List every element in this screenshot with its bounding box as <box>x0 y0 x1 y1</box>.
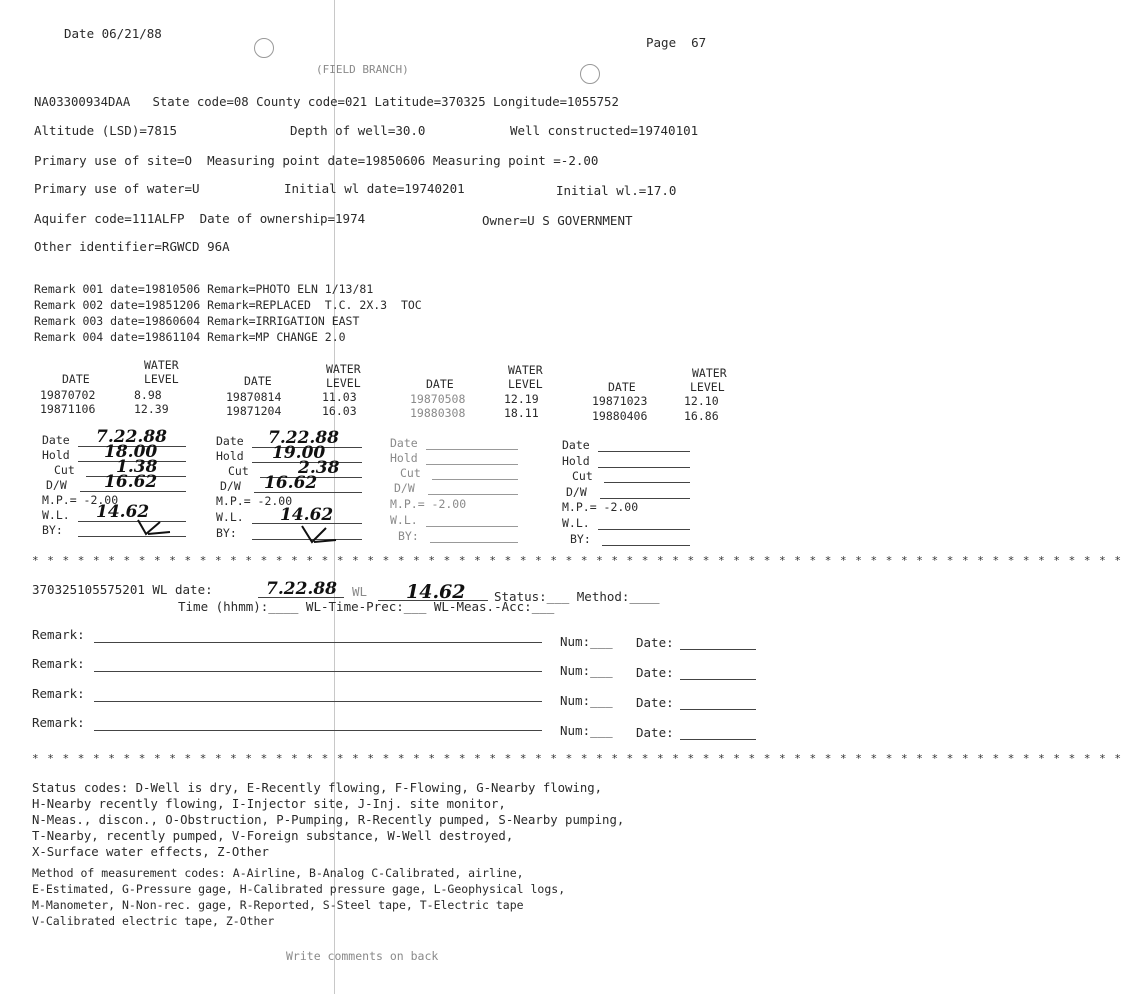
wl-date: 19880406 <box>592 409 648 423</box>
label-dw: D/W <box>46 478 67 492</box>
num-label: Num:___ <box>560 634 613 649</box>
remark-label: Remark: <box>32 686 85 701</box>
remark-line: Remark 003 date=19860604 Remark=IRRIGATION EAST <box>34 314 360 328</box>
label-hold: Hold <box>390 451 418 465</box>
num-label: Num:___ <box>560 663 613 678</box>
hw-wl: 14.62 <box>406 581 466 603</box>
wl-label: WL <box>352 584 368 599</box>
col-date: DATE <box>426 377 454 391</box>
wl-value: 11.03 <box>322 390 357 404</box>
wl-value: 12.39 <box>134 402 169 416</box>
col-level: LEVEL <box>326 376 361 390</box>
label-mp: M.P.= -2.00 <box>216 494 293 508</box>
hw-date: 7.22.88 <box>268 428 339 448</box>
col-water: WATER <box>326 362 361 376</box>
wl-value: 12.10 <box>684 394 719 408</box>
status-codes-5: X-Surface water effects, Z-Other <box>32 845 269 859</box>
label-mp: M.P.= -2.00 <box>390 497 467 511</box>
wl-date: 19870814 <box>226 390 282 404</box>
date-label: Date: <box>636 665 674 680</box>
remark-label: Remark: <box>32 715 85 730</box>
wl-value: 16.03 <box>322 404 357 418</box>
label-date: Date <box>42 433 70 447</box>
label-wl: W.L. <box>562 516 590 530</box>
site-line-1: NA03300934DAA State code=08 County code=021 Latitude=370325 Longitude=1055752 <box>34 95 619 109</box>
separator: * * * * * * * * * * * * * * * * * * * * * * * * * * * * * * * * * * * * * * * * * * * * * * * * * * * * * * * * * * * * * * * * * * * * * * * * <box>32 554 1122 567</box>
label-date: Date <box>390 436 418 450</box>
label-by: BY: <box>398 529 419 543</box>
label-by: BY: <box>216 526 237 540</box>
label-dw: D/W <box>566 485 587 499</box>
well-constructed: Well constructed=19740101 <box>510 123 699 138</box>
wl-date: 19870508 <box>410 392 466 406</box>
initial-wl: Initial wl.=17.0 <box>556 183 677 198</box>
punch-hole <box>254 38 274 58</box>
method-codes-3: M-Manometer, N-Non-rec. gage, R-Reported, S-Steel tape, T-Electric tape <box>32 898 524 912</box>
col-water: WATER <box>508 363 543 377</box>
label-wl: W.L. <box>390 513 418 527</box>
hw-cut: 1.38 <box>116 457 158 477</box>
owner: Owner=U S GOVERNMENT <box>482 213 633 228</box>
num-label: Num:___ <box>560 723 613 738</box>
primary-use-water: Primary use of water=U <box>34 181 200 196</box>
status-codes-2: H-Nearby recently flowing, I-Injector site, J-Inj. site monitor, <box>32 797 506 811</box>
hw-wl: 14.62 <box>96 502 150 522</box>
col-level: LEVEL <box>508 377 543 391</box>
remark-label: Remark: <box>32 656 85 671</box>
hw-wl-date: 7.22.88 <box>266 579 337 599</box>
wl-date: 19880308 <box>410 406 466 420</box>
separator: * * * * * * * * * * * * * * * * * * * * * * * * * * * * * * * * * * * * * * * * * * * * * * * * * * * * * * * * * * * * * * * * * * * * * * * * <box>32 752 1122 765</box>
hw-dw: 16.62 <box>264 473 318 493</box>
punch-hole <box>580 64 600 84</box>
date-label: Date: <box>636 635 674 650</box>
label-hold: Hold <box>216 449 244 463</box>
label-by: BY: <box>42 523 63 537</box>
time-line: Time (hhmm):____ WL-Time-Prec:___ WL-Meas.-Acc:___ <box>178 599 555 614</box>
label-wl: W.L. <box>216 510 244 524</box>
label-cut: Cut <box>400 466 421 480</box>
status-codes-4: T-Nearby, recently pumped, V-Foreign substance, W-Well destroyed, <box>32 829 514 843</box>
label-cut: Cut <box>54 463 75 477</box>
wl-date: 19871204 <box>226 404 282 418</box>
remark-line: Remark 001 date=19810506 Remark=PHOTO ELN 1/13/81 <box>34 282 374 296</box>
wl-value: 8.98 <box>134 388 162 402</box>
label-hold: Hold <box>42 448 70 462</box>
method-codes-2: E-Estimated, G-Pressure gage, H-Calibrated pressure gage, L-Geophysical logs, <box>32 882 566 896</box>
wl-date: 19870702 <box>40 388 96 402</box>
hw-dw: 16.62 <box>104 472 158 492</box>
label-date: Date <box>216 434 244 448</box>
label-cut: Cut <box>572 469 593 483</box>
signature-icon <box>130 516 174 540</box>
remark-line: Remark 004 date=19861104 Remark=MP CHANGE 2.0 <box>34 330 346 344</box>
method-codes-4: V-Calibrated electric tape, Z-Other <box>32 914 275 928</box>
hw-date: 7.22.88 <box>96 427 167 447</box>
label-wl: W.L. <box>42 508 70 522</box>
wl-date: 19871106 <box>40 402 96 416</box>
wl-site-label: 370325105575201 WL date: <box>32 582 213 597</box>
well-depth: Depth of well=30.0 <box>290 123 426 138</box>
label-cut: Cut <box>228 464 249 478</box>
col-level: LEVEL <box>690 380 725 394</box>
status-codes-1: Status codes: D-Well is dry, E-Recently flowing, F-Flowing, G-Nearby flowing, <box>32 781 603 795</box>
status-method: Status:___ Method:____ <box>494 589 660 604</box>
aquifer-code: Aquifer code=111ALFP Date of ownership=1974 <box>34 211 366 226</box>
label-dw: D/W <box>220 479 241 493</box>
col-water: WATER <box>144 358 179 372</box>
date-label: Date: <box>636 695 674 710</box>
report-title: (FIELD BRANCH) <box>316 63 409 76</box>
write-comments: Write comments on back <box>286 949 439 963</box>
wl-date: 19871023 <box>592 394 648 408</box>
wl-value: 16.86 <box>684 409 719 423</box>
label-mp: M.P.= -2.00 <box>42 493 119 507</box>
col-date: DATE <box>608 380 636 394</box>
report-date: Date 06/21/88 <box>64 26 162 41</box>
signature-icon <box>296 522 340 548</box>
hw-wl: 14.62 <box>280 505 334 525</box>
altitude: Altitude (LSD)=7815 <box>34 123 177 138</box>
col-date: DATE <box>62 372 90 386</box>
label-hold: Hold <box>562 454 590 468</box>
col-water: WATER <box>692 366 727 380</box>
hw-hold: 19.00 <box>272 443 326 463</box>
wl-value: 12.19 <box>504 392 539 406</box>
initial-wl-date: Initial wl date=19740201 <box>284 181 465 196</box>
label-by: BY: <box>570 532 591 546</box>
hw-cut: 2.38 <box>298 458 340 478</box>
col-level: LEVEL <box>144 372 179 386</box>
col-date: DATE <box>244 374 272 388</box>
hw-hold: 18.00 <box>104 442 158 462</box>
label-dw: D/W <box>394 481 415 495</box>
date-label: Date: <box>636 725 674 740</box>
num-label: Num:___ <box>560 693 613 708</box>
page-fold <box>334 0 335 994</box>
other-identifier: Other identifier=RGWCD 96A <box>34 239 230 254</box>
remark-label: Remark: <box>32 627 85 642</box>
wl-value: 18.11 <box>504 406 539 420</box>
status-codes-3: N-Meas., discon., O-Obstruction, P-Pumping, R-Recently pumped, S-Nearby pumping, <box>32 813 625 827</box>
remark-line: Remark 002 date=19851206 Remark=REPLACED T.C. 2X.3 TOC <box>34 298 422 312</box>
page-number: Page 67 <box>646 35 707 50</box>
method-codes-1: Method of measurement codes: A-Airline, B-Analog C-Calibrated, airline, <box>32 866 524 880</box>
label-date: Date <box>562 438 590 452</box>
label-mp: M.P.= -2.00 <box>562 500 639 514</box>
primary-use-site: Primary use of site=O Measuring point date=19850606 Measuring point =-2.00 <box>34 153 599 168</box>
